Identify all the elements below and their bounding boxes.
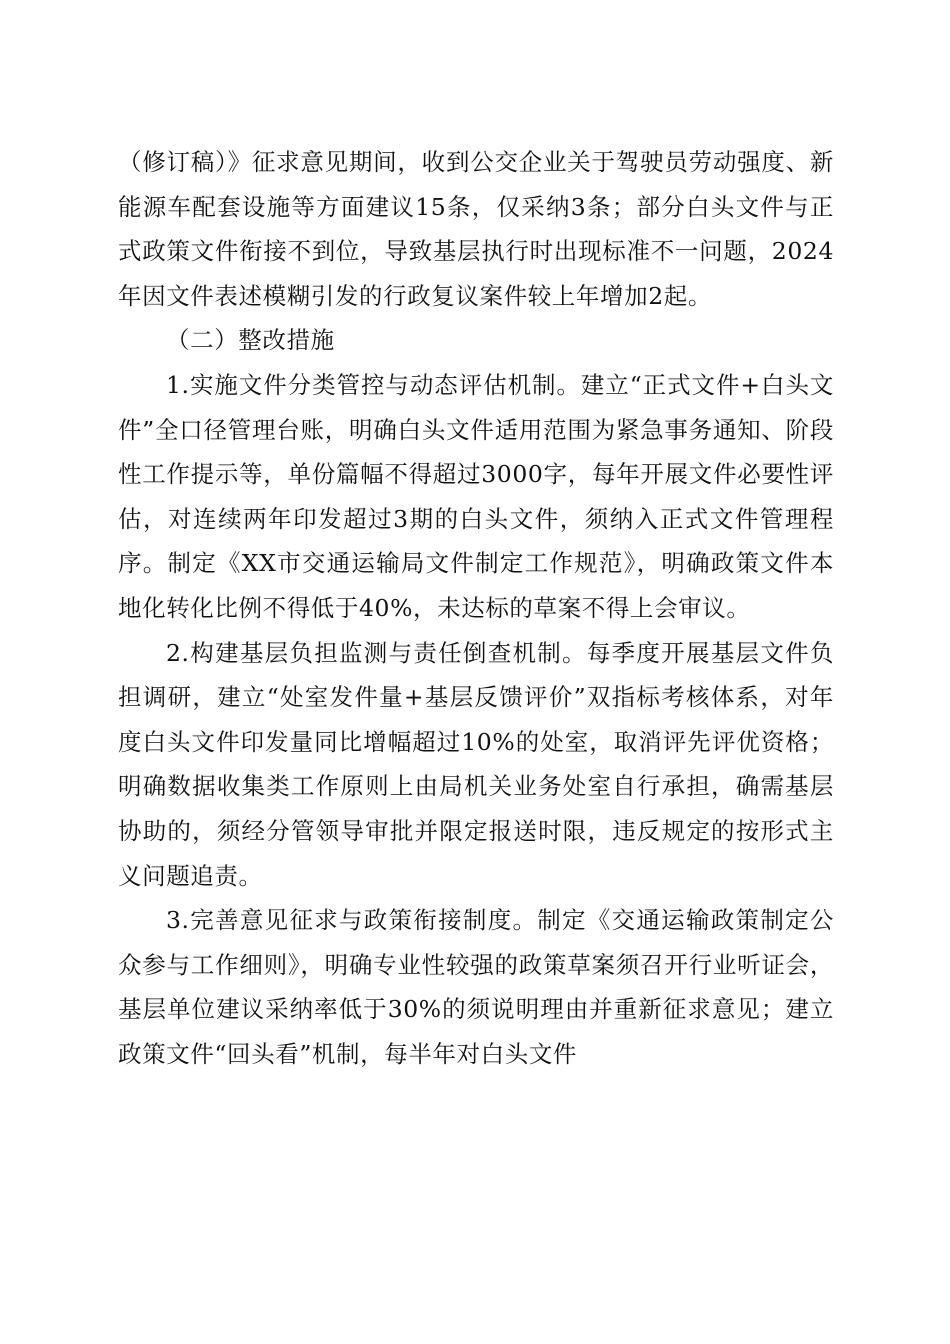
measure-1-paragraph: 1.实施文件分类管控与动态评估机制。建立“正式文件+白头文件”全口径管理台账，明确白头文件适用范围为紧急事务通知、阶段性工作提示等，单份篇幅不得超过3000字，每年开展文件必要性评估，对连续两年印发超过3期的白头文件，须纳入正式文件管理程序。制定《XX市交通运输局文件制定工作规范》，明确政策文件本地化转化比例不得低于40%，未达标的草案不得上会审议。 xyxy=(118,370,834,622)
paragraph-intro: （修订稿）》征求意见期间，收到公交企业关于驾驶员劳动强度、新能源车配套设施等方面建议15条，仅采纳3条；部分白头文件与正式政策文件衔接不到位，导致基层执行时出现标准不一问题，2024年因文件表述模糊引发的行政复议案件较上年增加2起。 xyxy=(118,148,834,310)
measure-3-paragraph: 3.完善意见征求与政策衔接制度。制定《交通运输政策制定公众参与工作细则》，明确专业性较强的政策草案须召开行业听证会，基层单位建议采纳率低于30%的须说明理由并重新征求意见；建立政策文件“回头看”机制，每半年对白头文件 xyxy=(118,906,834,1068)
measure-2-paragraph: 2.构建基层负担监测与责任倒查机制。每季度开展基层文件负担调研，建立“处室发件量+基层反馈评价”双指标考核体系，对年度白头文件印发量同比增幅超过10%的处室，取消评先评优资格；明确数据收集类工作原则上由局机关业务处室自行承担，确需基层协助的，须经分管领导审批并限定报送时限，违反规定的按形式主义问题追责。 xyxy=(118,638,834,890)
section-heading: （二）整改措施 xyxy=(166,326,335,355)
document-body xyxy=(118,140,834,1076)
